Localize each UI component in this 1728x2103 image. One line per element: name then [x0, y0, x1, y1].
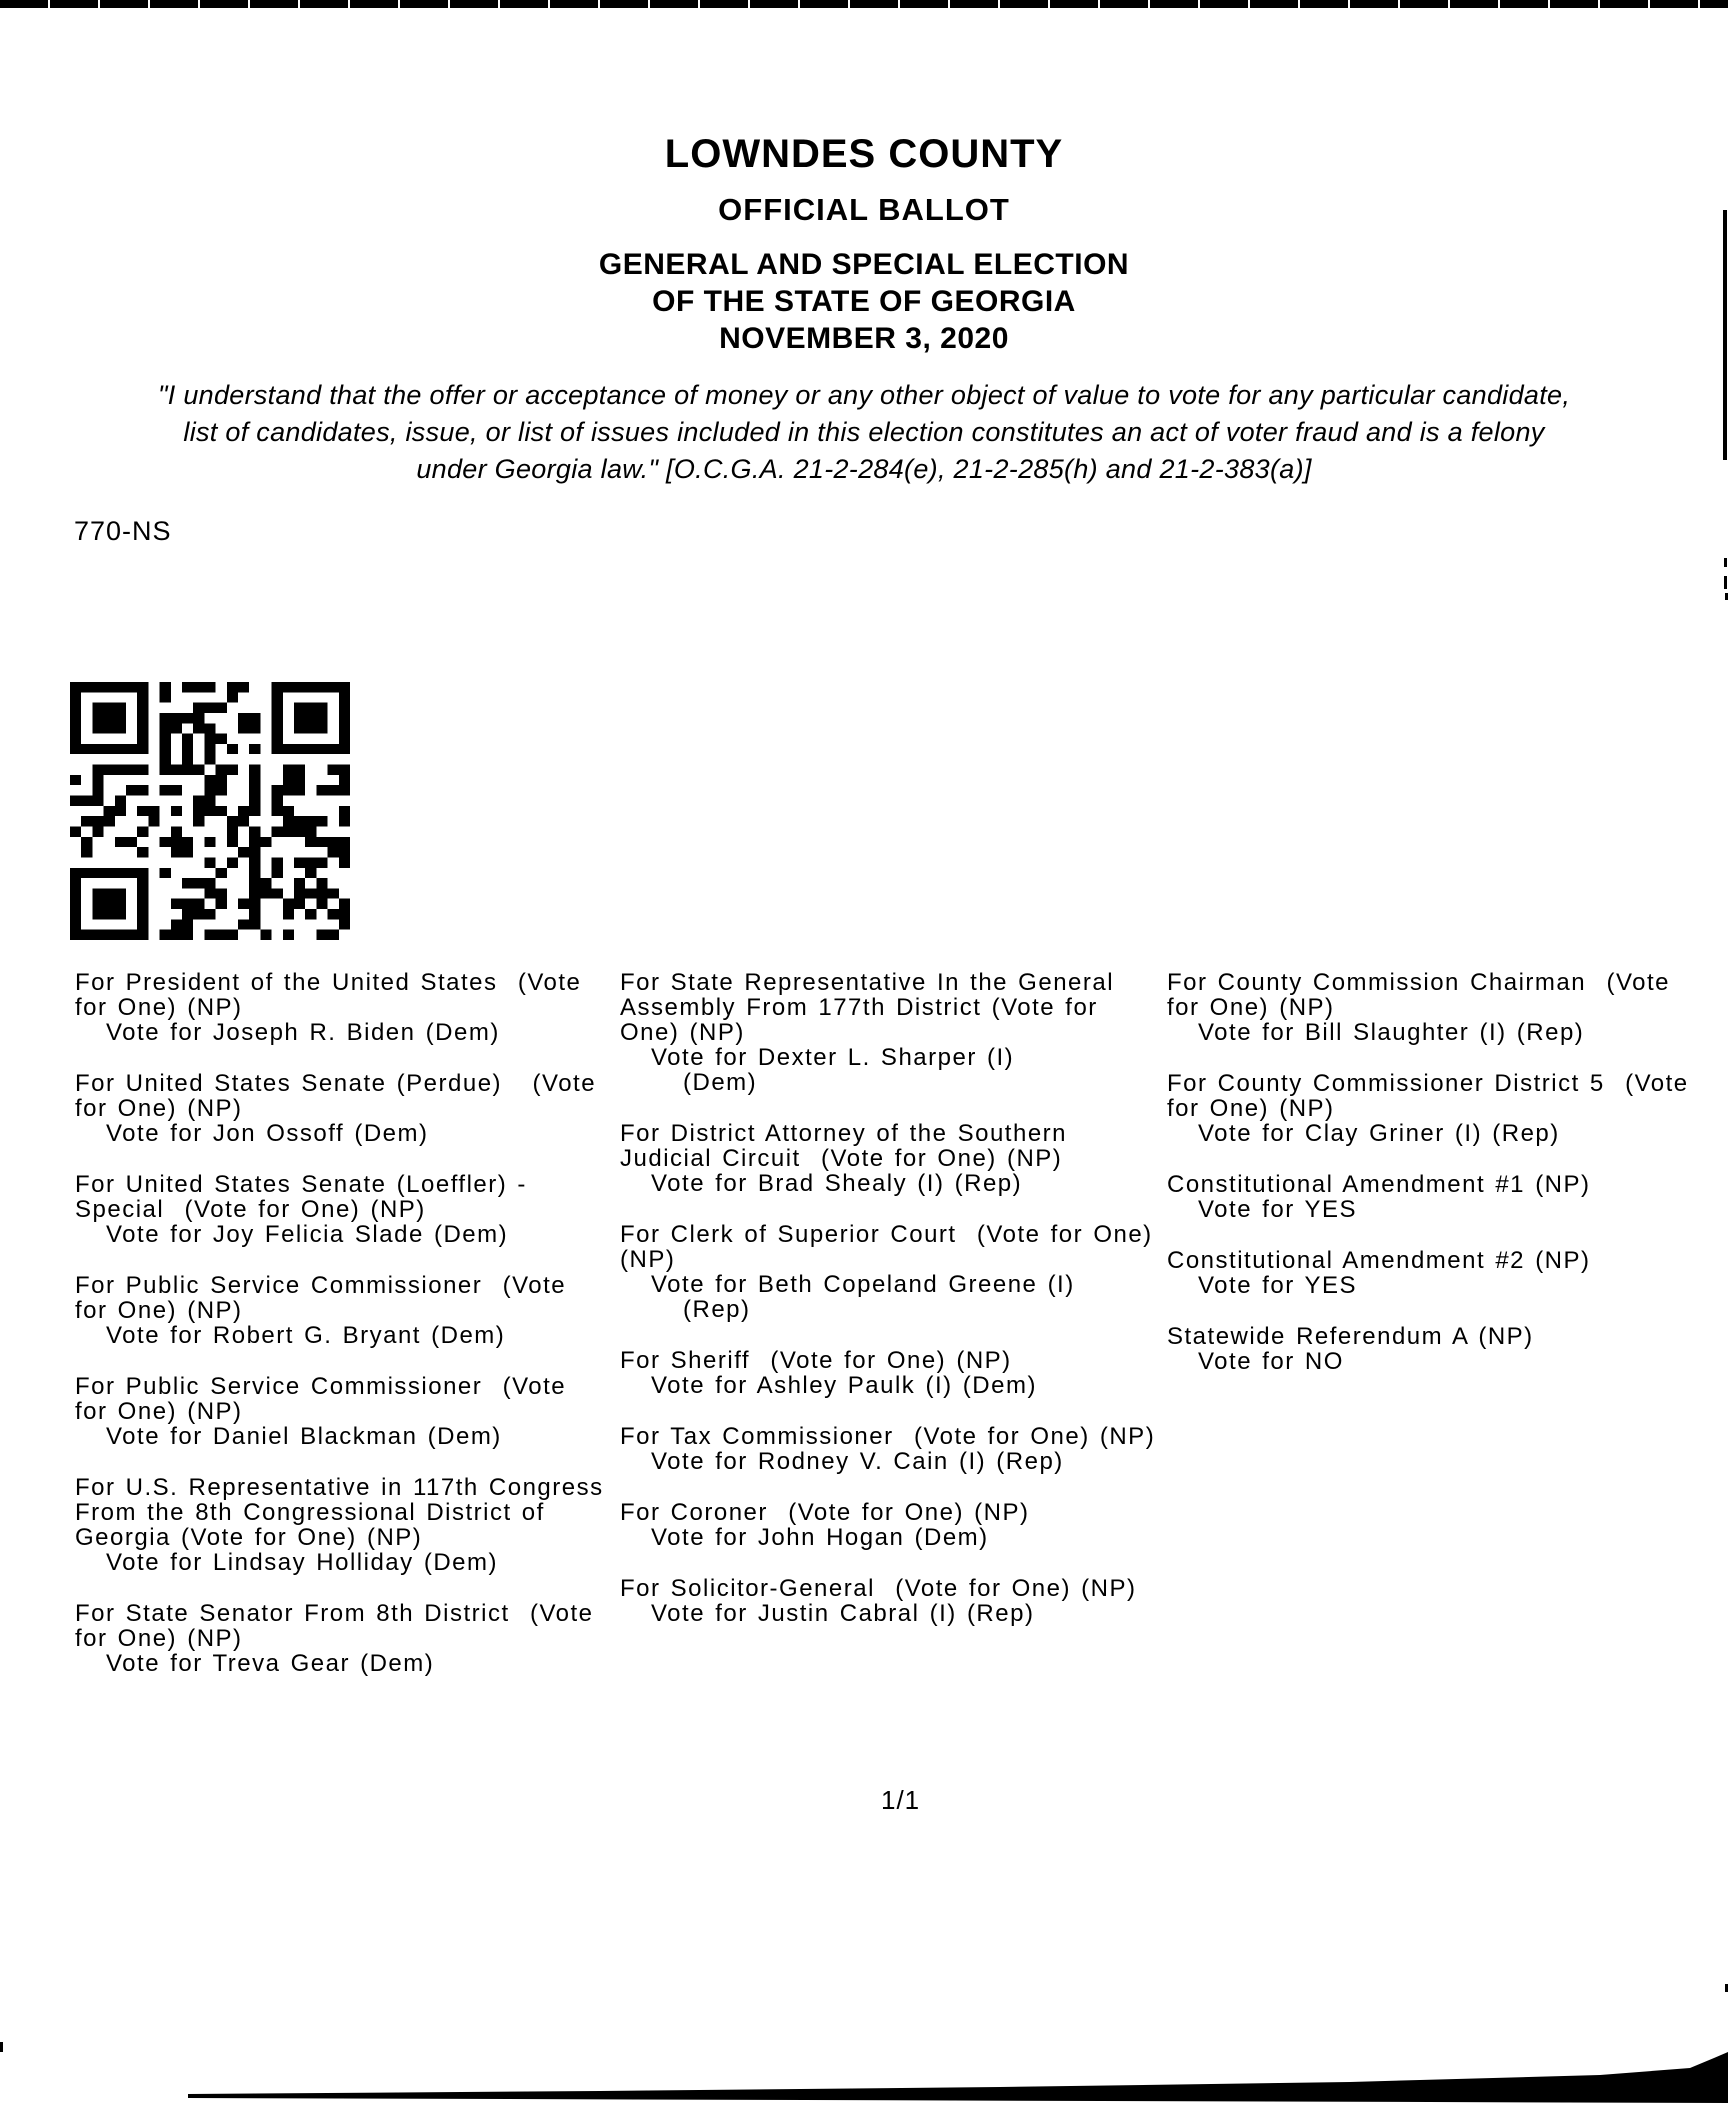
- contest-title-line: For United States Senate (Loeffler) -: [75, 1171, 527, 1198]
- vote-selection-line: Vote for Lindsay Holliday (Dem): [106, 1549, 498, 1576]
- vote-selection-line: (Dem): [683, 1069, 758, 1096]
- contest-title-line: Constitutional Amendment #1 (NP): [1167, 1171, 1591, 1198]
- vote-selection-line: Vote for Clay Griner (I) (Rep): [1198, 1120, 1560, 1147]
- vote-selection-line: Vote for Beth Copeland Greene (I): [651, 1271, 1075, 1298]
- contest-title-line: One) (NP): [620, 1019, 745, 1046]
- election-title: [0, 246, 1728, 357]
- election-date: NOVEMBER 3, 2020: [719, 322, 1009, 355]
- contest-title-line: Georgia (Vote for One) (NP): [75, 1524, 423, 1551]
- contest-title-line: For Sheriff (Vote for One) (NP): [620, 1347, 1012, 1374]
- contest-title-line: Special (Vote for One) (NP): [75, 1196, 426, 1223]
- county-title: LOWNDES COUNTY: [664, 132, 1064, 176]
- contest-title-line: for One) (NP): [1167, 994, 1335, 1021]
- election-title-line: OF THE STATE OF GEORGIA: [652, 285, 1076, 318]
- contest: [620, 1348, 1168, 1398]
- election-title-line: GENERAL AND SPECIAL ELECTION: [598, 248, 1130, 281]
- voter-fraud-disclaimer: [0, 377, 1728, 488]
- vote-selection-line: Vote for Rodney V. Cain (I) (Rep): [651, 1448, 1064, 1475]
- contest-title-line: (NP): [620, 1246, 676, 1273]
- disclaimer-line: "I understand that the offer or acceptance of money or any other object of value to vote for any particular candidate,: [157, 380, 1571, 410]
- contest-title-line: for One) (NP): [75, 1297, 243, 1324]
- contest: [620, 1424, 1168, 1474]
- contest: [620, 1576, 1168, 1626]
- ballot-column-1: [75, 970, 620, 1702]
- contest: [620, 970, 1168, 1095]
- contest-title-line: For United States Senate (Perdue) (Vote: [75, 1070, 597, 1097]
- contest: [75, 1273, 620, 1348]
- vote-selection-line: Vote for Treva Gear (Dem): [106, 1650, 435, 1677]
- vote-selection-line: Vote for Brad Shealy (I) (Rep): [651, 1170, 1023, 1197]
- contest-title-line: For County Commissioner District 5 (Vote: [1167, 1070, 1689, 1097]
- contest-title-line: For U.S. Representative in 117th Congress: [75, 1474, 604, 1501]
- contest: [620, 1500, 1168, 1550]
- vote-selection-line: Vote for Robert G. Bryant (Dem): [106, 1322, 506, 1349]
- ballot-style-code: 770-NS: [74, 516, 172, 546]
- contest-title-line: For Solicitor-General (Vote for One) (NP): [620, 1575, 1137, 1602]
- scan-artifact-dash: [1724, 558, 1727, 567]
- qr-code: [70, 682, 350, 940]
- disclaimer-line: list of candidates, issue, or list of issues included in this election constitutes an act of voter fraud and is a felony: [183, 417, 1545, 447]
- contest-title-line: For District Attorney of the Southern: [620, 1120, 1068, 1147]
- vote-selection-line: (Rep): [683, 1296, 751, 1323]
- vote-selection-line: Vote for Joy Felicia Slade (Dem): [106, 1221, 509, 1248]
- ballot-column-2: [620, 970, 1168, 1652]
- vote-selection-line: Vote for Justin Cabral (I) (Rep): [651, 1600, 1035, 1627]
- contest: [1167, 1324, 1728, 1374]
- contest: [1167, 970, 1728, 1045]
- contest-title-line: Assembly From 177th District (Vote for: [620, 994, 1098, 1021]
- contest: [75, 1475, 620, 1575]
- contest-title-line: For County Commission Chairman (Vote: [1167, 969, 1670, 996]
- scan-artifact-bottom-edge: [0, 2040, 1728, 2103]
- vote-selection-line: Vote for YES: [1198, 1196, 1357, 1223]
- vote-selection-line: Vote for Jon Ossoff (Dem): [106, 1120, 429, 1147]
- official-ballot-title: OFFICIAL BALLOT: [718, 192, 1010, 227]
- contest: [620, 1222, 1168, 1322]
- contest-title-line: Statewide Referendum A (NP): [1167, 1323, 1534, 1350]
- contest: [1167, 1071, 1728, 1146]
- vote-selection-line: Vote for NO: [1198, 1348, 1344, 1375]
- contest-title-line: for One) (NP): [75, 1625, 243, 1652]
- contest: [1167, 1172, 1728, 1222]
- contest-title-line: For President of the United States (Vote: [75, 969, 582, 996]
- vote-selection-line: Vote for Bill Slaughter (I) (Rep): [1198, 1019, 1585, 1046]
- contest: [75, 1172, 620, 1247]
- contest-title-line: For State Representative In the General: [620, 969, 1115, 996]
- vote-selection-line: Vote for Daniel Blackman (Dem): [106, 1423, 502, 1450]
- contest-title-line: For Public Service Commissioner (Vote: [75, 1272, 567, 1299]
- contest: [75, 1374, 620, 1449]
- contest-title-line: for One) (NP): [75, 1398, 243, 1425]
- contest-title-line: for One) (NP): [1167, 1095, 1335, 1122]
- contest-title-line: For Coroner (Vote for One) (NP): [620, 1499, 1030, 1526]
- contest: [75, 970, 620, 1045]
- scan-artifact-dash: [1724, 576, 1727, 589]
- contest: [620, 1121, 1168, 1196]
- vote-selection-line: Vote for Ashley Paulk (I) (Dem): [651, 1372, 1037, 1399]
- contest-title-line: Constitutional Amendment #2 (NP): [1167, 1247, 1591, 1274]
- contest-title-line: for One) (NP): [75, 994, 243, 1021]
- contest-title-line: For Clerk of Superior Court (Vote for One): [620, 1221, 1153, 1248]
- page-indicator: 1/1: [881, 1785, 921, 1815]
- vote-selection-line: Vote for Joseph R. Biden (Dem): [106, 1019, 500, 1046]
- contest-columns: [0, 970, 1728, 1730]
- disclaimer-line: under Georgia law." [O.C.G.A. 21-2-284(e), 21-2-285(h) and 21-2-383(a)]: [416, 454, 1312, 484]
- ballot-column-3: [1167, 970, 1728, 1400]
- vote-selection-line: Vote for Dexter L. Sharper (I): [651, 1044, 1015, 1071]
- contest: [75, 1601, 620, 1676]
- scan-artifact-top-edge: [0, 0, 1728, 8]
- contest-title-line: For State Senator From 8th District (Vote: [75, 1600, 594, 1627]
- vote-selection-line: Vote for YES: [1198, 1272, 1357, 1299]
- contest: [75, 1071, 620, 1146]
- contest-title-line: For Tax Commissioner (Vote for One) (NP): [620, 1423, 1156, 1450]
- vote-selection-line: Vote for John Hogan (Dem): [651, 1524, 989, 1551]
- contest-title-line: for One) (NP): [75, 1095, 243, 1122]
- contest-title-line: Judicial Circuit (Vote for One) (NP): [620, 1145, 1063, 1172]
- contest-title-line: For Public Service Commissioner (Vote: [75, 1373, 567, 1400]
- scan-artifact-right-line: [1723, 210, 1727, 460]
- contest: [1167, 1248, 1728, 1298]
- contest-title-line: From the 8th Congressional District of: [75, 1499, 545, 1526]
